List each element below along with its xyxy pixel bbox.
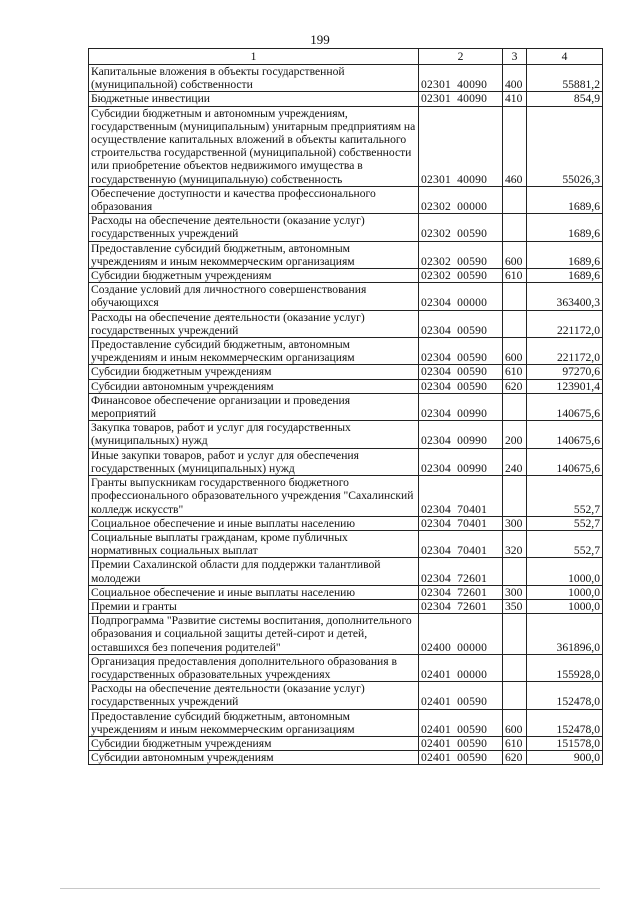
row-type: 610 (503, 269, 527, 283)
row-type: 410 (503, 92, 527, 106)
row-name: Подпрограмма "Развитие системы воспитания, дополнительного образования и социальной защиты детей-сирот и детей, оставшихся без попечения родителей" (89, 614, 419, 655)
table-row (89, 476, 603, 517)
row-code: 02301 40090 (419, 65, 503, 92)
row-code: 02304 00000 (419, 283, 503, 310)
table-row (89, 654, 603, 681)
row-amount: 152478,0 (527, 682, 603, 709)
row-amount: 140675,6 (527, 448, 603, 475)
row-amount: 1689,6 (527, 186, 603, 213)
row-amount: 1000,0 (527, 585, 603, 599)
table-row (89, 709, 603, 736)
row-code: 02302 00590 (419, 269, 503, 283)
row-type: 300 (503, 516, 527, 530)
row-code: 02401 00000 (419, 654, 503, 681)
row-amount: 1000,0 (527, 599, 603, 613)
table-row (89, 530, 603, 557)
row-name: Субсидии автономным учреждениям (89, 379, 419, 393)
row-code: 02304 00590 (419, 379, 503, 393)
row-type: 610 (503, 736, 527, 750)
table-row (89, 65, 603, 92)
header-col-4: 4 (527, 49, 603, 65)
row-type (503, 558, 527, 585)
row-code: 02304 70401 (419, 476, 503, 517)
row-name: Иные закупки товаров, работ и услуг для обеспечения государственных (муниципальных) нужд (89, 448, 419, 475)
page-number: 199 (310, 32, 330, 47)
row-name: Обеспечение доступности и качества профессионального образования (89, 186, 419, 213)
row-code: 02302 00000 (419, 186, 503, 213)
header-col-3: 3 (503, 49, 527, 65)
row-type: 620 (503, 379, 527, 393)
table-row (89, 516, 603, 530)
row-code: 02304 00590 (419, 365, 503, 379)
row-amount: 151578,0 (527, 736, 603, 750)
row-code: 02401 00590 (419, 682, 503, 709)
row-amount: 552,7 (527, 516, 603, 530)
row-amount: 140675,6 (527, 393, 603, 420)
row-code: 02304 72601 (419, 585, 503, 599)
row-code: 02304 00990 (419, 393, 503, 420)
row-type: 350 (503, 599, 527, 613)
header-col-2: 2 (419, 49, 503, 65)
row-name: Предоставление субсидий бюджетным, автономным учреждениям и иным некоммерческим организациям (89, 241, 419, 268)
row-name: Расходы на обеспечение деятельности (оказание услуг) государственных учреждений (89, 310, 419, 337)
row-code: 02304 72601 (419, 558, 503, 585)
row-type (503, 214, 527, 241)
row-type: 320 (503, 530, 527, 557)
row-type (503, 310, 527, 337)
row-amount: 221172,0 (527, 338, 603, 365)
table-header-row (89, 49, 603, 65)
row-name: Премии и гранты (89, 599, 419, 613)
table-row (89, 448, 603, 475)
table-row (89, 106, 603, 186)
table-row (89, 558, 603, 585)
table-row (89, 421, 603, 448)
row-name: Субсидии бюджетным учреждениям (89, 365, 419, 379)
row-type: 610 (503, 365, 527, 379)
row-type (503, 476, 527, 517)
row-name: Социальные выплаты гражданам, кроме публичных нормативных социальных выплат (89, 530, 419, 557)
row-code: 02302 00590 (419, 214, 503, 241)
header-col-1: 1 (89, 49, 419, 65)
table-row (89, 365, 603, 379)
row-name: Социальное обеспечение и иные выплаты населению (89, 516, 419, 530)
row-name: Бюджетные инвестиции (89, 92, 419, 106)
row-code: 02304 00990 (419, 448, 503, 475)
row-amount: 854,9 (527, 92, 603, 106)
row-amount: 552,7 (527, 476, 603, 517)
row-type: 240 (503, 448, 527, 475)
row-code: 02301 40090 (419, 92, 503, 106)
row-name: Субсидии автономным учреждениям (89, 751, 419, 765)
scan-artifact (60, 888, 600, 889)
row-amount: 361896,0 (527, 614, 603, 655)
row-code: 02401 00590 (419, 709, 503, 736)
row-code: 02304 72601 (419, 599, 503, 613)
row-name: Закупка товаров, работ и услуг для государственных (муниципальных) нужд (89, 421, 419, 448)
row-amount: 1689,6 (527, 214, 603, 241)
row-type: 620 (503, 751, 527, 765)
row-type: 600 (503, 241, 527, 268)
row-amount: 1000,0 (527, 558, 603, 585)
row-name: Финансовое обеспечение организации и проведения мероприятий (89, 393, 419, 420)
row-amount: 900,0 (527, 751, 603, 765)
row-code: 02301 40090 (419, 106, 503, 186)
table-row (89, 379, 603, 393)
table-row (89, 585, 603, 599)
table-row (89, 214, 603, 241)
table-row (89, 751, 603, 765)
row-code: 02401 00590 (419, 751, 503, 765)
row-type: 400 (503, 65, 527, 92)
table-row (89, 269, 603, 283)
row-code: 02304 00590 (419, 338, 503, 365)
row-type: 300 (503, 585, 527, 599)
row-code: 02302 00590 (419, 241, 503, 268)
row-amount: 140675,6 (527, 421, 603, 448)
table-row (89, 186, 603, 213)
row-amount: 1689,6 (527, 241, 603, 268)
table-row (89, 736, 603, 750)
row-amount: 123901,4 (527, 379, 603, 393)
table-row (89, 682, 603, 709)
table-row (89, 283, 603, 310)
row-amount: 363400,3 (527, 283, 603, 310)
row-amount: 152478,0 (527, 709, 603, 736)
row-code: 02304 70401 (419, 530, 503, 557)
row-type (503, 283, 527, 310)
row-name: Создание условий для личностного совершенствования обучающихся (89, 283, 419, 310)
row-name: Расходы на обеспечение деятельности (оказание услуг) государственных учреждений (89, 214, 419, 241)
row-name: Субсидии бюджетным учреждениям (89, 736, 419, 750)
table-row (89, 92, 603, 106)
row-code: 02304 00990 (419, 421, 503, 448)
row-type: 600 (503, 709, 527, 736)
row-type (503, 682, 527, 709)
row-name: Премии Сахалинской области для поддержки талантливой молодежи (89, 558, 419, 585)
table-row (89, 599, 603, 613)
row-name: Социальное обеспечение и иные выплаты населению (89, 585, 419, 599)
row-amount: 97270,6 (527, 365, 603, 379)
row-name: Субсидии бюджетным и автономным учреждениям, государственным (муниципальным) унитарным предприятиям на осуществление капитальных вложений в объекты капитального строительства государственной (муниципальной) собственности или приобретение объектов недвижимого имущества в государственную (муниципальную) собственность (89, 106, 419, 186)
table-row (89, 338, 603, 365)
row-code: 02304 70401 (419, 516, 503, 530)
row-code: 02400 00000 (419, 614, 503, 655)
row-name: Субсидии бюджетным учреждениям (89, 269, 419, 283)
row-type (503, 393, 527, 420)
row-type: 600 (503, 338, 527, 365)
row-amount: 1689,6 (527, 269, 603, 283)
table-row (89, 614, 603, 655)
row-type (503, 654, 527, 681)
row-amount: 552,7 (527, 530, 603, 557)
row-amount: 55881,2 (527, 65, 603, 92)
budget-table (88, 48, 603, 765)
row-name: Расходы на обеспечение деятельности (оказание услуг) государственных учреждений (89, 682, 419, 709)
row-amount: 221172,0 (527, 310, 603, 337)
row-type: 460 (503, 106, 527, 186)
table-row (89, 393, 603, 420)
row-amount: 155928,0 (527, 654, 603, 681)
row-name: Капитальные вложения в объекты государственной (муниципальной) собственности (89, 65, 419, 92)
row-type: 200 (503, 421, 527, 448)
row-type (503, 186, 527, 213)
table-row (89, 241, 603, 268)
table-row (89, 310, 603, 337)
row-type (503, 614, 527, 655)
row-name: Предоставление субсидий бюджетным, автономным учреждениям и иным некоммерческим организациям (89, 338, 419, 365)
row-name: Гранты выпускникам государственного бюджетного профессионального образовательного учреждения "Сахалинский колледж искусств" (89, 476, 419, 517)
row-amount: 55026,3 (527, 106, 603, 186)
row-name: Организация предоставления дополнительного образования в государственных образовательных учреждениях (89, 654, 419, 681)
row-name: Предоставление субсидий бюджетным, автономным учреждениям и иным некоммерческим организациям (89, 709, 419, 736)
row-code: 02401 00590 (419, 736, 503, 750)
row-code: 02304 00590 (419, 310, 503, 337)
